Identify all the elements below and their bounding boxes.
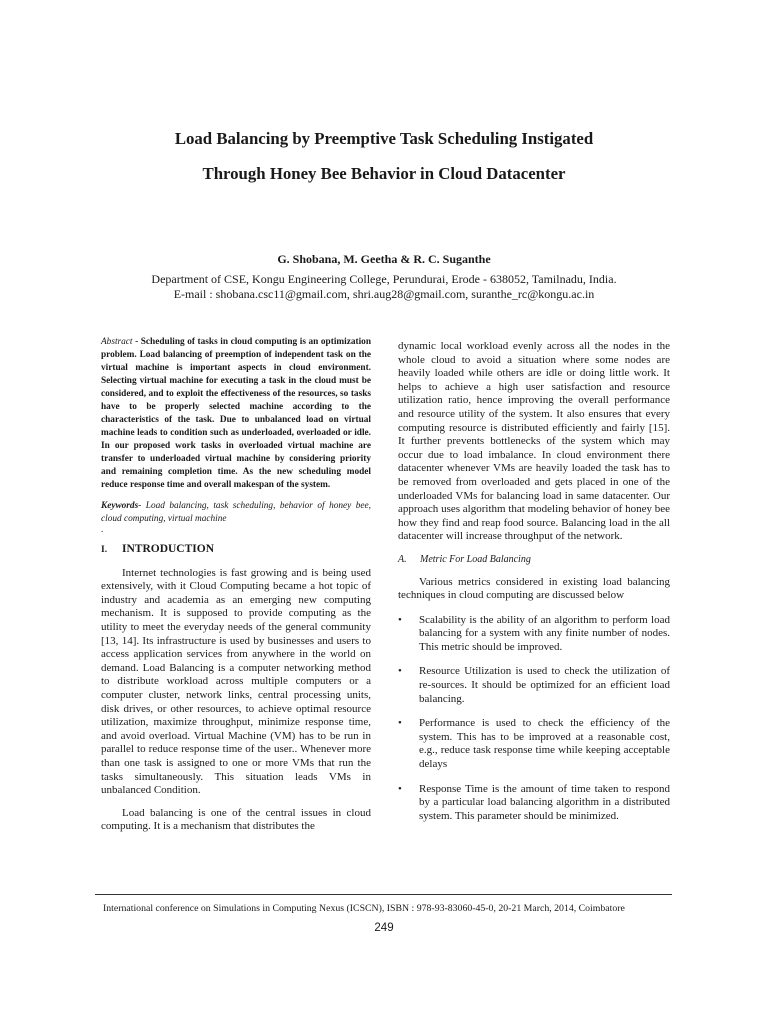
affiliation: Department of CSE, Kongu Engineering College, Perundurai, Erode - 638052, Tamilnadu, India. [151, 272, 617, 286]
bullet-text: Response Time is the amount of time taken to respond by a particular load balancing algorithm in a distributed system. This parameter should be minimized. [419, 782, 670, 822]
conference-footer: International conference on Simulations in Computing Nexus (ICSCN), ISBN : 978-93-83060-45-0, 20-21 March, 2014, Coimbatore [103, 903, 625, 914]
subsection-number: A. [398, 553, 407, 565]
left-column [101, 336, 371, 834]
bullet-item-resource-utilization [398, 665, 670, 706]
intro-paragraph-1: Internet technologies is fast growing and is being used extensively, with it Cloud Computing became a hot topic of industry and academia as an emerging new computing mechanism. It is supposed to provide computing as the utility to meet the everyday needs of the general community [13, 14]. Its infrastructure is used by businesses and users to access application services from anywhere in the world on demand. Load Balancing is a computer networking method to distribute workload across multiple computers or a computer cluster, network links, central processing units, disk drives, or other resources, to achieve optimal resource utilization, maximize throughput, minimize response time, and avoid overload. Virtual Machine (VM) has to be run in parallel to reduce response time of the user.. Whenever more than one task is assigned to one or more VMs that run the tasks simultaneously. This situation leads VMs in unbalanced Condition. [101, 566, 371, 797]
bullet-marker: • [398, 665, 402, 678]
paper-title-line-2: Through Honey Bee Behavior in Cloud Datacenter [202, 164, 566, 183]
subsection-heading-metrics [398, 553, 670, 567]
metrics-intro-paragraph: Various metrics considered in existing load balancing techniques in cloud computing are discussed below [398, 575, 670, 602]
author-emails: E-mail : shobana.csc11@gmail.com, shri.aug28@gmail.com, suranthe_rc@kongu.ac.in [173, 287, 595, 301]
section-heading-introduction [101, 543, 371, 558]
bullet-text: Scalability is the ability of an algorithm to perform load balancing for a system with any finite number of nodes. This metric should be improved. [419, 613, 670, 653]
right-column [398, 340, 670, 823]
bullet-item-response-time [398, 783, 670, 824]
abstract-label: Abstract [101, 337, 133, 347]
keywords-text: Load balancing, task scheduling, behavior of honey bee, cloud computing, virtual machine [101, 501, 371, 524]
intro-paragraph-2: Load balancing is one of the central issues in cloud computing. It is a mechanism that distributes the [101, 806, 371, 833]
bullet-marker: • [398, 782, 402, 795]
bullet-marker: • [398, 613, 402, 626]
bullet-item-scalability [398, 614, 670, 655]
section-title: INTRODUCTION [122, 543, 215, 555]
keywords-trailing-dot: . [101, 524, 104, 534]
intro-paragraph-continued: dynamic local workload evenly across all the nodes in the whole cloud to avoid a situation where some nodes are heavily loaded while others are idle or doing little work. It helps to achieve a high user satisfaction and resource utilization ratio, hence improving the overall performance and resource utility of the system. It also ensures that every computing resource is distributed efficiently and fairly [15]. It further prevents bottlenecks of the system which may occur due to load imbalance. In cloud environment there datacenter whenever VMs are heavily loaded the task has to be removed from overloaded and gets placed in one of the underloaded VMs for balancing load in same datacenter. Our approach uses algorithm that modeling behavior of honey bee how they find and reap food source. Balancing load in the all datacenter will increase throughput of the network. [398, 340, 670, 543]
abstract-text: - Scheduling of tasks in cloud computing is an optimization problem. Load balancing of preemption of independent task on the virtual machine is important aspects in cloud environment. Selecting virtual machine for executing a task in the cloud must be considered, and to exploit the effectiveness of the resources, so tasks have to be properly selected machine according to the characteristics of the task. Due to unbalanced load on virtual machine leads to condition such as underloaded, overloaded or idle. In our proposed work tasks in overloaded virtual machine are transfer to underloaded virtual machine by considering priority and remaining completion time. As the new scheduling model reduce response time and overall makespan of the system. [101, 337, 372, 490]
paper-title-line-1: Load Balancing by Preemptive Task Scheduling Instigated [174, 129, 594, 148]
keywords-label: Keywords- [101, 501, 142, 511]
abstract [101, 336, 371, 492]
footer-divider [95, 894, 672, 895]
bullet-text: Performance is used to check the efficiency of the system. This has to be improved at a reasonable cost, e.g., reduce task response time while keeping acceptable delays [419, 717, 670, 771]
bullet-text: Resource Utilization is used to check the utilization of re-sources. It should be optimized for an efficient load balancing. [419, 665, 670, 705]
bullet-marker: • [398, 717, 402, 730]
section-number: I. [101, 545, 108, 555]
author-list: G. Shobana, M. Geetha & R. C. Suganthe [277, 252, 491, 266]
page-number: 249 [374, 922, 394, 934]
subsection-title: Metric For Load Balancing [420, 553, 531, 565]
bullet-item-performance [398, 717, 670, 771]
keywords [101, 500, 371, 525]
